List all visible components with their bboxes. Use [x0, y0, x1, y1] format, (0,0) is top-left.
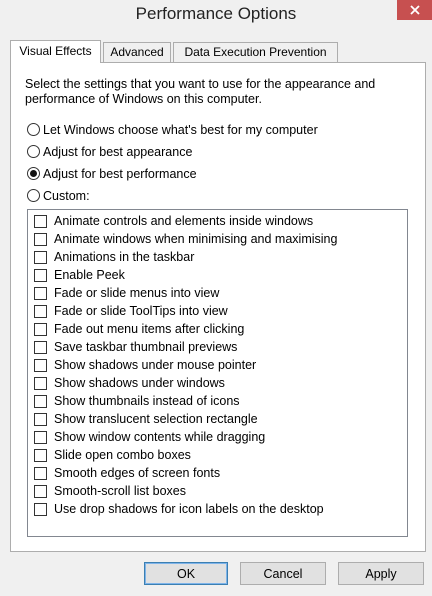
close-button[interactable] — [397, 0, 432, 20]
radio-button[interactable] — [27, 123, 40, 136]
visual-effects-list[interactable] — [27, 209, 408, 537]
list-item[interactable] — [34, 338, 237, 356]
list-item[interactable] — [34, 410, 258, 428]
list-item-label: Show translucent selection rectangle — [54, 412, 258, 426]
list-item[interactable] — [34, 320, 244, 338]
checkbox[interactable] — [34, 359, 47, 372]
visual-effects-panel — [10, 62, 426, 552]
list-item-label: Animations in the taskbar — [54, 250, 195, 264]
list-item[interactable] — [34, 482, 186, 500]
list-item[interactable] — [34, 284, 219, 302]
checkbox[interactable] — [34, 395, 47, 408]
list-item-label: Smooth edges of screen fonts — [54, 466, 221, 480]
checkbox[interactable] — [34, 503, 47, 516]
radio-label: Custom: — [43, 188, 90, 203]
radio-button[interactable] — [27, 145, 40, 158]
list-item-label: Fade out menu items after clicking — [54, 322, 245, 336]
description-text: Select the settings that you want to use for the appearance and performance of Windows on this computer. — [25, 77, 376, 106]
list-item-label: Save taskbar thumbnail previews — [54, 340, 238, 354]
close-icon — [410, 5, 420, 15]
list-item[interactable] — [34, 266, 125, 284]
window-title: Performance Options — [135, 4, 297, 23]
list-item-label: Show window contents while dragging — [54, 430, 266, 444]
list-item[interactable] — [34, 302, 228, 320]
checkbox[interactable] — [34, 251, 47, 264]
list-item-label: Show thumbnails instead of icons — [54, 394, 240, 408]
title-bar[interactable] — [0, 0, 432, 30]
list-item[interactable] — [34, 356, 256, 374]
radio-label: Let Windows choose what's best for my computer — [43, 122, 318, 137]
checkbox[interactable] — [34, 413, 47, 426]
list-item[interactable] — [34, 464, 220, 482]
checkbox[interactable] — [34, 233, 47, 246]
radio-label: Adjust for best appearance — [43, 144, 193, 159]
radio-button[interactable] — [27, 189, 40, 202]
tab-data-execution-prevention[interactable]: Data Execution Prevention — [173, 42, 338, 62]
list-item[interactable] — [34, 248, 194, 266]
tab-visual-effects[interactable]: Visual Effects — [10, 40, 101, 63]
list-item-label: Show shadows under mouse pointer — [54, 358, 257, 372]
checkbox[interactable] — [34, 431, 47, 444]
list-item-label: Show shadows under windows — [54, 376, 225, 390]
radio-label: Adjust for best performance — [43, 166, 197, 181]
list-item-label: Use drop shadows for icon labels on the desktop — [54, 502, 324, 516]
list-item[interactable] — [34, 212, 313, 230]
radio-custom[interactable] — [27, 187, 90, 204]
checkbox[interactable] — [34, 377, 47, 390]
list-item-label: Smooth-scroll list boxes — [54, 484, 186, 498]
checkbox[interactable] — [34, 485, 47, 498]
apply-button[interactable]: Apply — [338, 562, 424, 585]
radio-button-selected[interactable] — [27, 167, 40, 180]
list-item-label: Fade or slide menus into view — [54, 286, 220, 300]
list-item-label: Animate windows when minimising and maximising — [54, 232, 338, 246]
checkbox[interactable] — [34, 449, 47, 462]
list-item[interactable] — [34, 374, 225, 392]
list-item-label: Animate controls and elements inside windows — [54, 214, 314, 228]
list-item[interactable] — [34, 428, 265, 446]
radio-let-windows-choose[interactable] — [27, 121, 318, 138]
checkbox[interactable] — [34, 341, 47, 354]
list-item[interactable] — [34, 230, 337, 248]
checkbox[interactable] — [34, 215, 47, 228]
checkbox[interactable] — [34, 323, 47, 336]
list-item[interactable] — [34, 392, 240, 410]
ok-button[interactable]: OK — [144, 562, 228, 585]
checkbox[interactable] — [34, 467, 47, 480]
checkbox[interactable] — [34, 287, 47, 300]
radio-best-appearance[interactable] — [27, 143, 192, 160]
list-item-label: Enable Peek — [54, 268, 125, 282]
list-item-label: Slide open combo boxes — [54, 448, 191, 462]
tab-advanced[interactable]: Advanced — [103, 42, 171, 62]
list-item[interactable] — [34, 446, 191, 464]
checkbox[interactable] — [34, 269, 47, 282]
radio-best-performance[interactable] — [27, 165, 197, 182]
list-item[interactable] — [34, 500, 324, 518]
list-item-label: Fade or slide ToolTips into view — [54, 304, 228, 318]
checkbox[interactable] — [34, 305, 47, 318]
cancel-button[interactable]: Cancel — [240, 562, 326, 585]
